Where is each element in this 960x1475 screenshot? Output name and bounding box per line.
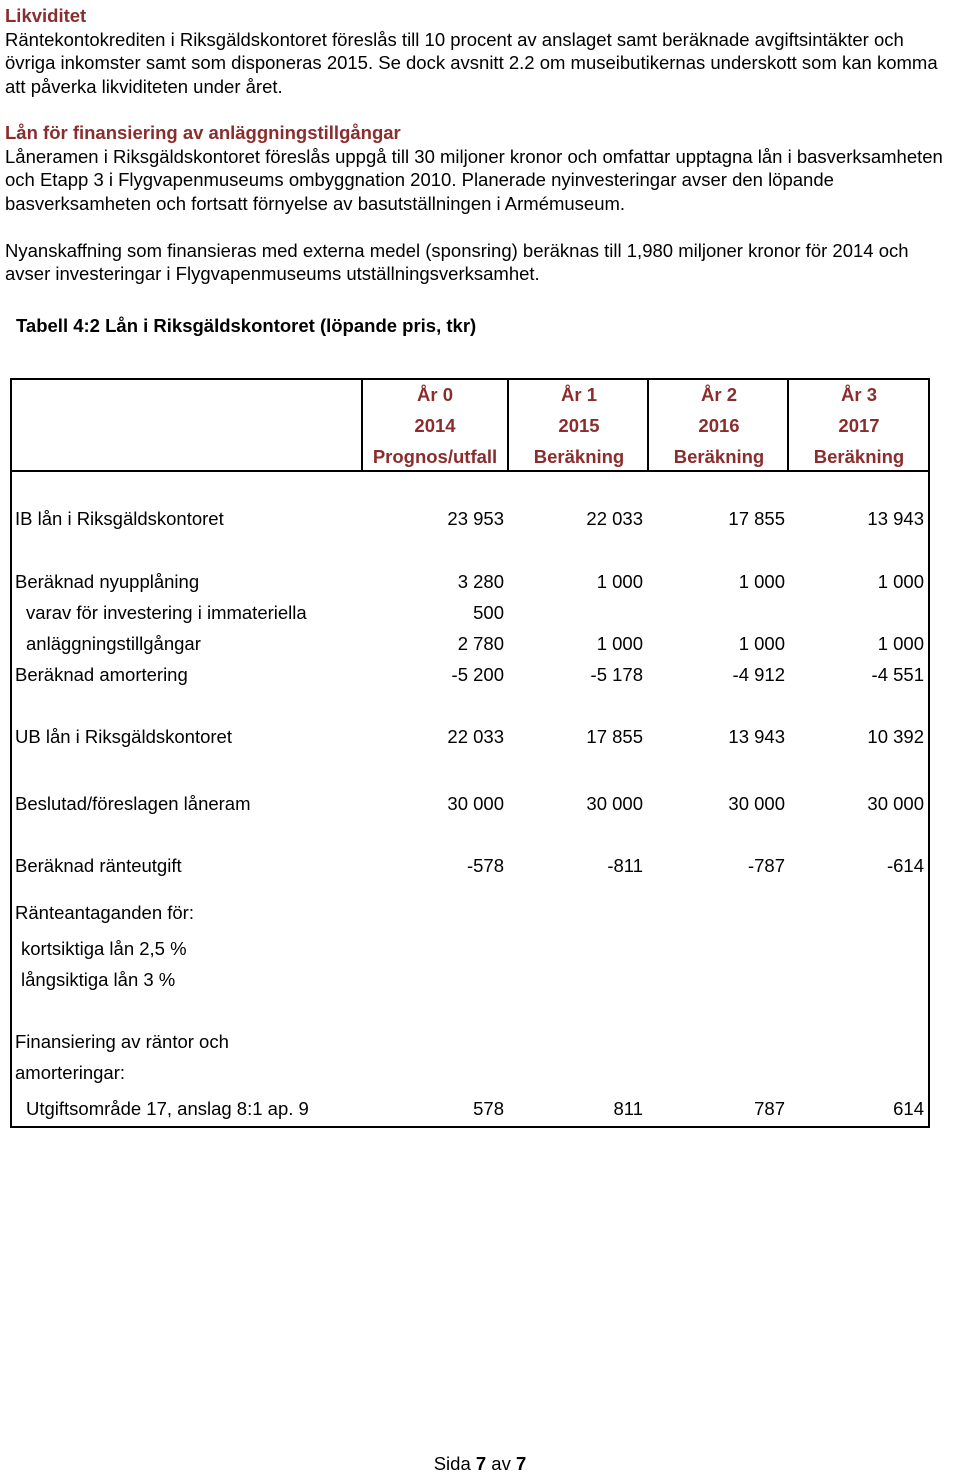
row-label: långsiktiga lån 3 % xyxy=(21,969,176,990)
row-label: Ränteantaganden för: xyxy=(15,902,194,923)
cell-value: 1 000 xyxy=(877,571,924,592)
header-divider xyxy=(10,470,930,472)
cell-value: 23 953 xyxy=(447,508,504,529)
footer-prefix: Sida xyxy=(433,1453,476,1474)
header-year: 2017 xyxy=(838,415,880,436)
lan-paragraph: Låneramen i Riksgäldskontoret föreslås uppgå till 30 miljoner kronor och omfattar upptagna lån i basverksamheten och Etapp 3 i Flygvapenmuseums ombyggnation 2010. Planerade nyinvesteringar avser den löpande basverksamheten och fortsatt förnyelse av basutställningen i Armémuseum. xyxy=(5,146,943,214)
footer-mid: av xyxy=(486,1453,516,1474)
row-label: Beräknad ränteutgift xyxy=(15,855,182,876)
cell-value: 1 000 xyxy=(596,633,643,654)
row-label: Utgiftsområde 17, anslag 8:1 ap. 9 xyxy=(26,1098,309,1119)
cell-value: -811 xyxy=(607,855,643,876)
cell-value: 30 000 xyxy=(447,793,504,814)
likviditet-heading: Likviditet xyxy=(5,5,87,26)
header-type: Beräkning xyxy=(813,446,905,467)
cell-value: 2 780 xyxy=(457,633,504,654)
cell-value: 22 033 xyxy=(586,508,643,529)
cell-value: 30 000 xyxy=(867,793,924,814)
cell-value: 17 855 xyxy=(586,726,643,747)
table-border xyxy=(10,378,930,1128)
cell-value: -578 xyxy=(466,855,504,876)
header-year-label: År 2 xyxy=(701,384,737,405)
row-label: kortsiktiga lån 2,5 % xyxy=(21,938,187,959)
cell-value: 30 000 xyxy=(586,793,643,814)
cell-value: 500 xyxy=(473,602,504,623)
cell-value: 3 280 xyxy=(457,571,504,592)
header-type: Prognos/utfall xyxy=(372,446,498,467)
row-label: UB lån i Riksgäldskontoret xyxy=(15,726,232,747)
cell-value: 1 000 xyxy=(877,633,924,654)
cell-value: -614 xyxy=(886,855,924,876)
cell-value: 17 855 xyxy=(728,508,785,529)
header-year-label: År 0 xyxy=(417,384,453,405)
header-year: 2014 xyxy=(414,415,456,436)
cell-value: 13 943 xyxy=(867,508,924,529)
header-type: Beräkning xyxy=(533,446,625,467)
col-divider-1 xyxy=(361,378,363,472)
header-type: Beräkning xyxy=(673,446,765,467)
likviditet-paragraph: Räntekontokrediten i Riksgäldskontoret föreslås till 10 procent av anslaget samt beräknade avgiftsintäkter och övriga inkomster samt som disponeras 2015. Se dock avsnitt 2.2 om museibutikernas underskott som kan komma att påverka likviditeten under året. xyxy=(5,29,938,97)
lan-heading: Lån för finansiering av anläggningstillgångar xyxy=(5,122,401,143)
row-label: IB lån i Riksgäldskontoret xyxy=(15,508,224,529)
cell-value: -787 xyxy=(747,855,785,876)
header-year: 2015 xyxy=(558,415,600,436)
footer-total: 7 xyxy=(516,1453,527,1474)
cell-value: 22 033 xyxy=(447,726,504,747)
cell-value: 614 xyxy=(893,1098,924,1119)
cell-value: -4 912 xyxy=(732,664,785,685)
cell-value: 10 392 xyxy=(867,726,924,747)
row-label: Beräknad amortering xyxy=(15,664,188,685)
row-label: Beräknad nyupplåning xyxy=(15,571,200,592)
header-year: 2016 xyxy=(698,415,740,436)
nyanskaffning-paragraph: Nyanskaffning som finansieras med externa medel (sponsring) beräknas till 1,980 miljoner kronor för 2014 och avser investeringar i Flygvapenmuseums utställningsverksamhet. xyxy=(5,240,909,285)
row-label: amorteringar: xyxy=(15,1062,126,1083)
footer-page: 7 xyxy=(475,1453,487,1474)
cell-value: -5 178 xyxy=(590,664,643,685)
page-footer xyxy=(0,1453,960,1475)
cell-value: 787 xyxy=(754,1098,785,1119)
cell-value: 1 000 xyxy=(596,571,643,592)
cell-value: 578 xyxy=(473,1098,504,1119)
header-year-label: År 3 xyxy=(841,384,877,405)
cell-value: 1 000 xyxy=(738,571,785,592)
row-label: anläggningstillgångar xyxy=(26,633,201,654)
row-label: Beslutad/föreslagen låneram xyxy=(15,793,251,814)
cell-value: 13 943 xyxy=(728,726,785,747)
cell-value: 1 000 xyxy=(738,633,785,654)
cell-value: 30 000 xyxy=(728,793,785,814)
cell-value: 811 xyxy=(613,1098,643,1119)
row-label: varav för investering i immateriella xyxy=(26,602,307,623)
cell-value: -4 551 xyxy=(871,664,924,685)
header-year-label: År 1 xyxy=(561,384,597,405)
cell-value: -5 200 xyxy=(451,664,504,685)
row-label: Finansiering av räntor och xyxy=(15,1031,229,1052)
table-title: Tabell 4:2 Lån i Riksgäldskontoret (löpande pris, tkr) xyxy=(16,315,477,336)
